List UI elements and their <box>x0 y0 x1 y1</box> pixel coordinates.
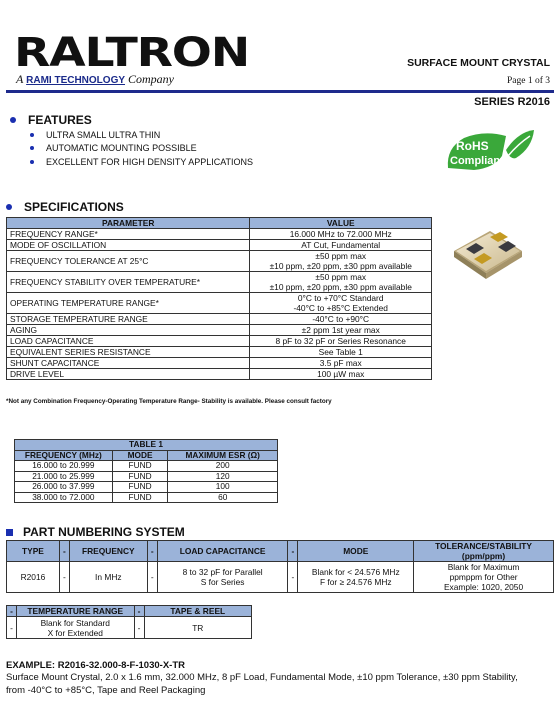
temp-tape-table <box>6 605 252 639</box>
document-title: SURFACE MOUNT CRYSTAL <box>407 57 550 69</box>
column-header <box>414 541 554 562</box>
specifications-footnote: *Not any Combination Frequency-Operating Temperature Range- Stability is available. Please consult factory <box>6 398 332 405</box>
part-numbering-title: PART NUMBERING SYSTEM <box>23 525 185 539</box>
value-cell: 8 pF to 32 pF or Series Resonance <box>250 336 432 347</box>
table-row <box>15 461 278 472</box>
table-row <box>7 617 252 639</box>
series-label: SERIES R2016 <box>474 96 550 108</box>
cell-line: 8 to 32 pF for Parallel <box>182 567 263 577</box>
value-cell: See Table 1 <box>250 347 432 358</box>
logo-tag-suffix: Company <box>128 72 175 86</box>
features-list <box>30 128 253 169</box>
table-header-row <box>7 541 554 562</box>
cell-line: X for Extended <box>47 627 103 638</box>
header-line: TOLERANCE/STABILITY <box>435 541 533 551</box>
cell <box>298 562 414 593</box>
value-cell: 3.5 pF max <box>250 358 432 369</box>
features-title: FEATURES <box>28 113 92 127</box>
separator-cell: - <box>59 562 69 593</box>
crystal-package-image <box>446 225 526 285</box>
cell-line: S for Series <box>200 577 245 587</box>
table-row <box>15 492 278 503</box>
table-header-row <box>15 450 278 461</box>
logo-wordmark: RALTRON <box>14 30 250 76</box>
raltron-logo <box>14 30 250 88</box>
value-cell: 100 µW max <box>250 369 432 380</box>
rohs-compliant-badge <box>444 128 536 174</box>
cell: FUND <box>112 482 168 493</box>
cell: FUND <box>112 461 168 472</box>
table-row <box>7 251 432 272</box>
table-row <box>7 272 432 293</box>
value-cell <box>250 293 432 314</box>
param-cell: LOAD CAPACITANCE <box>7 336 250 347</box>
column-header: TAPE & REEL <box>144 606 251 617</box>
separator-header: - <box>134 606 144 617</box>
value-line: 0°C to +70°C Standard <box>297 293 384 303</box>
page-number: Page 1 of 3 <box>506 76 550 86</box>
table-row <box>7 240 432 251</box>
bullet-icon <box>6 529 13 536</box>
column-header: PARAMETER <box>7 218 250 229</box>
cell <box>157 562 288 593</box>
param-cell: EQUIVALENT SERIES RESISTANCE <box>7 347 250 358</box>
value-line: ±10 ppm, ±20 ppm, ±30 ppm available <box>269 282 412 292</box>
separator-cell: - <box>147 562 157 593</box>
param-cell: SHUNT CAPACITANCE <box>7 358 250 369</box>
param-cell: DRIVE LEVEL <box>7 369 250 380</box>
table-row <box>15 471 278 482</box>
param-cell: STORAGE TEMPERATURE RANGE <box>7 314 250 325</box>
cell: TR <box>144 617 251 639</box>
bullet-icon <box>6 204 12 210</box>
column-header: FREQUENCY (MHz) <box>15 450 113 461</box>
value-cell: 16.000 MHz to 72.000 MHz <box>250 229 432 240</box>
separator-cell: - <box>134 617 144 639</box>
table-row <box>7 369 432 380</box>
cell-line: ppmppm for Other <box>449 572 518 582</box>
specifications-heading <box>6 200 124 214</box>
value-line: ±10 ppm, ±20 ppm, ±30 ppm available <box>269 261 412 271</box>
cell: 120 <box>168 471 278 482</box>
logo-tag-brand: RAMI TECHNOLOGY <box>26 75 126 86</box>
rohs-text: RoHS <box>456 139 489 153</box>
column-header: MAXIMUM ESR (Ω) <box>168 450 278 461</box>
separator-header: - <box>147 541 157 562</box>
separator-cell: - <box>288 562 298 593</box>
column-header: TEMPERATURE RANGE <box>16 606 134 617</box>
value-cell <box>250 251 432 272</box>
column-header: LOAD CAPACITANCE <box>157 541 288 562</box>
cell: FUND <box>112 471 168 482</box>
table-row <box>7 229 432 240</box>
bullet-icon <box>30 146 34 150</box>
table-row <box>7 336 432 347</box>
cell-line: F for ≥ 24.576 MHz <box>319 577 392 587</box>
example-description: Surface Mount Crystal, 2.0 x 1.6 mm, 32.000 MHz, 8 pF Load, Fundamental Mode, ±10 ppm Tolerance, ±30 ppm Stability, from -40°C to +85°C, Tape and Reel Packaging <box>6 672 518 696</box>
table-row <box>7 347 432 358</box>
cell: R2016 <box>7 562 60 593</box>
cell-line: Blank for Standard <box>40 617 110 628</box>
cell: 60 <box>168 492 278 503</box>
cell: 200 <box>168 461 278 472</box>
feature-text: EXCELLENT FOR HIGH DENSITY APPLICATIONS <box>46 156 254 167</box>
cell: 21.000 to 25.999 <box>15 471 113 482</box>
param-cell: MODE OF OSCILLATION <box>7 240 250 251</box>
logo-tagline <box>16 72 174 87</box>
header-line: (ppm/ppm) <box>461 551 506 561</box>
list-item <box>30 142 253 156</box>
cell-line: Blank for < 24.576 MHz <box>311 567 400 577</box>
bullet-icon <box>10 117 16 123</box>
cell: FUND <box>112 492 168 503</box>
value-line: ±50 ppm max <box>315 251 367 261</box>
value-cell <box>250 272 432 293</box>
bullet-icon <box>30 133 34 137</box>
feature-text: ULTRA SMALL ULTRA THIN <box>46 129 161 140</box>
value-line: ±50 ppm max <box>315 272 367 282</box>
param-cell: OPERATING TEMPERATURE RANGE* <box>7 293 250 314</box>
esr-table <box>14 439 278 503</box>
table-row <box>7 562 554 593</box>
table-row <box>7 314 432 325</box>
table-header-row <box>7 606 252 617</box>
column-header: MODE <box>112 450 168 461</box>
column-header: VALUE <box>250 218 432 229</box>
value-cell: -40°C to +90°C <box>250 314 432 325</box>
param-cell: AGING <box>7 325 250 336</box>
separator-cell: - <box>7 617 17 639</box>
table-title-row <box>15 440 278 451</box>
table-header-row <box>7 218 432 229</box>
value-line: -40°C to +85°C Extended <box>293 303 388 313</box>
table-row <box>7 325 432 336</box>
cell-line: Blank for Maximum <box>447 562 520 572</box>
value-cell: ±2 ppm 1st year max <box>250 325 432 336</box>
cell: 26.000 to 37.999 <box>15 482 113 493</box>
value-cell: AT Cut, Fundamental <box>250 240 432 251</box>
cell: 100 <box>168 482 278 493</box>
cell-line: Example: 1020, 2050 <box>443 582 524 592</box>
list-item <box>30 155 253 169</box>
column-header: FREQUENCY <box>69 541 147 562</box>
specifications-title: SPECIFICATIONS <box>24 200 124 214</box>
specifications-table <box>6 217 432 380</box>
compliant-text: Compliant <box>450 155 504 167</box>
table-title: TABLE 1 <box>15 440 278 451</box>
list-item <box>30 128 253 142</box>
logo-tag-prefix: A <box>16 72 24 86</box>
part-numbering-table <box>6 540 554 593</box>
cell <box>414 562 554 593</box>
features-heading <box>10 113 92 127</box>
cell: 16.000 to 20.999 <box>15 461 113 472</box>
table-row <box>15 482 278 493</box>
cell <box>16 617 134 639</box>
bullet-icon <box>30 160 34 164</box>
separator-header: - <box>59 541 69 562</box>
column-header: TYPE <box>7 541 60 562</box>
table-row <box>7 358 432 369</box>
part-numbering-heading <box>6 525 185 539</box>
cell: 38.000 to 72.000 <box>15 492 113 503</box>
param-cell: FREQUENCY STABILITY OVER TEMPERATURE* <box>7 272 250 293</box>
cell: In MHz <box>69 562 147 593</box>
param-cell: FREQUENCY TOLERANCE AT 25°C <box>7 251 250 272</box>
feature-text: AUTOMATIC MOUNTING POSSIBLE <box>46 143 197 154</box>
table-row <box>7 293 432 314</box>
separator-header: - <box>288 541 298 562</box>
example-title: EXAMPLE: R2016-32.000-8-F-1030-X-TR <box>6 660 185 671</box>
header-divider <box>6 90 554 93</box>
column-header: MODE <box>298 541 414 562</box>
separator-header: - <box>7 606 17 617</box>
param-cell: FREQUENCY RANGE* <box>7 229 250 240</box>
